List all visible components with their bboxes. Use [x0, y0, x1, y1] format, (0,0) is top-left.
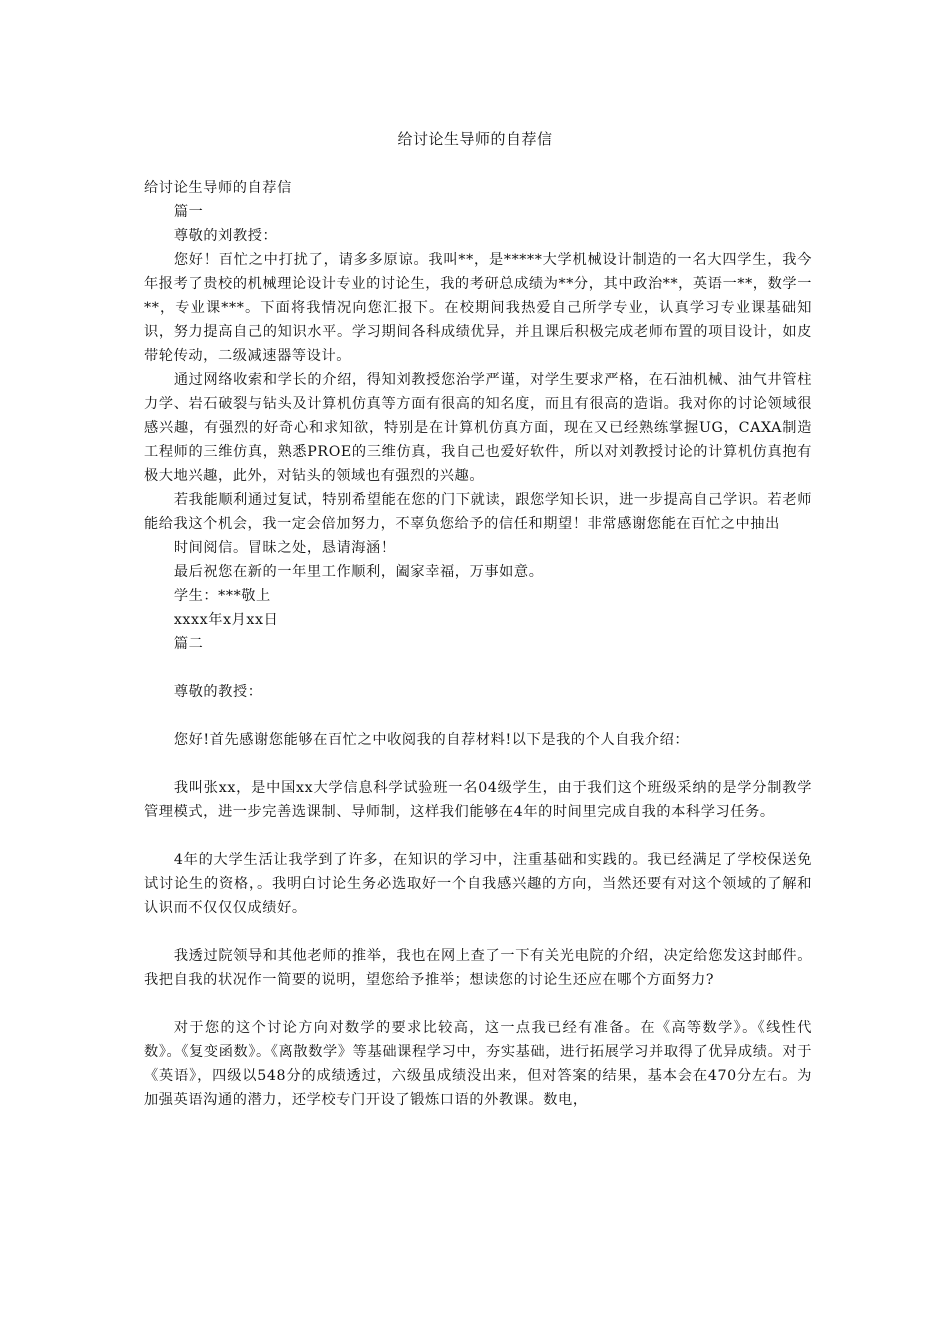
paragraph: 若我能顺利通过复试，特别希望能在您的门下就读，跟您学知长识，进一步提高自己学识。若老师能给我这个机会，我一定会倍加努力，不辜负您给予的信任和期望！非常感谢您能在百忙之中抽出: [144, 492, 812, 532]
paragraph: 时间阅信。冒昧之处，恳请海涵！: [173, 540, 396, 556]
salutation-2: 尊敬的教授：: [173, 684, 263, 700]
letter-heading: 给讨论生导师的自荐信: [144, 180, 292, 196]
closing-wish: 最后祝您在新的一年里工作顺利，阖家幸福，万事如意。: [173, 564, 544, 580]
date: xxxx年x月xx日: [173, 612, 279, 628]
paragraph: 对于您的这个讨论方向对数学的要求比较高，这一点我已经有准备。在《高等数学》。《线性代数》。《复变函数》。《离散数学》等基础课程学习中，夯实基础，进行拓展学习并取得了优异成绩。对于《英语》，四级以548分的成绩透过，六级虽成绩没出来，但对答案的结果，基本会在470分左右。为加强英语沟通的潜力，还学校专门开设了锻炼口语的外教课。数电，: [144, 1020, 812, 1108]
salutation-1: 尊敬的刘教授：: [173, 228, 278, 244]
paragraph: 您好!首先感谢您能够在百忙之中收阅我的自荐材料!以下是我的个人自我介绍：: [173, 732, 690, 748]
section-label-1: 篇一: [173, 204, 204, 220]
signature: 学生：***敬上: [173, 588, 271, 604]
paragraph: 4年的大学生活让我学到了许多，在知识的学习中，注重基础和实践的。我已经满足了学校保送免试讨论生的资格，。我明白讨论生务必选取好一个自我感兴趣的方向，当然还要有对这个领域的了解和认识而不仅仅仅成绩好。: [144, 852, 812, 916]
paragraph: 通过网络收索和学长的介绍，得知刘教授您治学严谨，对学生要求严格，在石油机械、油气井管柱力学、岩石破裂与钻头及计算机仿真等方面有很高的知名度，而且有很高的造诣。我对你的讨论领域很感兴趣，有强烈的好奇心和求知欲，特别是在计算机仿真方面，现在又已经熟练掌握UG，CAXA制造工程师的三维仿真，熟悉PROE的三维仿真，我自己也爱好软件，所以对刘教授讨论的计算机仿真抱有极大地兴趣，此外，对钻头的领域也有强烈的兴趣。: [144, 372, 812, 484]
paragraph: 我透过院领导和其他老师的推举，我也在网上查了一下有关光电院的介绍，决定给您发这封邮件。我把自我的状况作一简要的说明，望您给予推举；想读您的讨论生还应在哪个方面努力?: [144, 948, 812, 988]
paragraph: 您好！百忙之中打扰了，请多多原谅。我叫**，是*****大学机械设计制造的一名大四学生，我今年报考了贵校的机械理论设计专业的讨论生，我的考研总成绩为**分，其中政治**，英语一**，数学一**，专业课***。下面将我情况向您汇报下。在校期间我热爱自己所学专业，认真学习专业课基础知识，努力提高自己的知识水平。学习期间各科成绩优异，并且课后积极完成老师布置的项目设计，如皮带轮传动，二级减速器等设计。: [144, 252, 812, 364]
section-label-2: 篇二: [173, 636, 204, 652]
document-body: [144, 176, 812, 1112]
document-title: 给讨论生导师的自荐信: [397, 130, 553, 148]
paragraph: 我叫张xx，是中国xx大学信息科学试验班一名04级学生，由于我们这个班级采纳的是学分制教学管理模式，进一步完善选课制、导师制，这样我们能够在4年的时间里完成自我的本科学习任务。: [144, 780, 812, 820]
